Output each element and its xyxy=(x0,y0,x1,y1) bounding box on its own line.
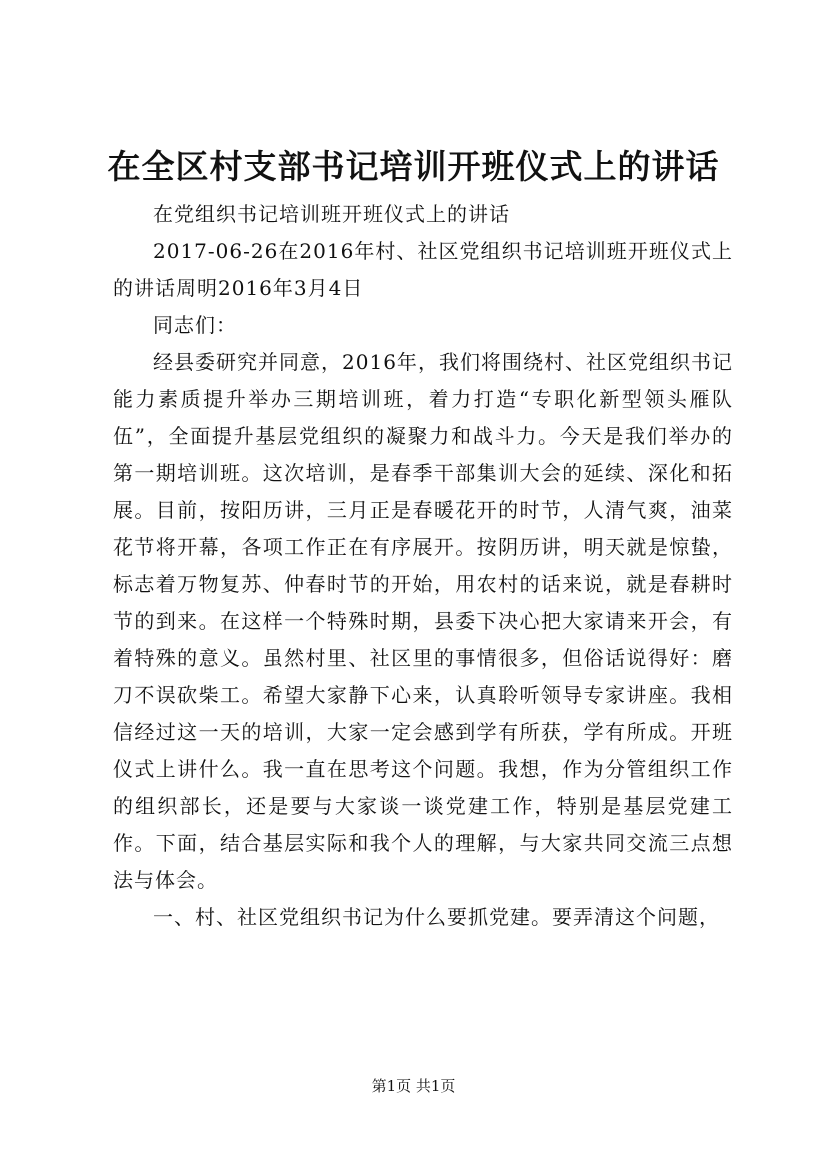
page-footer: 第1页 共1页 xyxy=(371,1077,456,1095)
document-body xyxy=(113,196,733,936)
date-paragraph: 2017-06-26在2016年村、社区党组织书记培训班开班仪式上的讲话周明2016年3月4日 xyxy=(113,239,733,300)
salutation-paragraph: 同志们： xyxy=(153,313,237,337)
body-paragraph: 经县委研究并同意，2016年，我们将围绕村、社区党组织书记能力素质提升举办三期培训班，着力打造“专职化新型领头雁队伍”，全面提升基层党组织的凝聚力和战斗力。今天是我们举办的第一期培训班。这次培训，是春季干部集训大会的延续、深化和拓展。目前，按阳历讲，三月正是春暖花开的时节，人清气爽，油菜花节将开幕，各项工作正在有序展开。按阴历讲，明天就是惊蛰，标志着万物复苏、仲春时节的开始，用农村的话来说，就是春耕时节的到来。在这样一个特殊时期，县委下决心把大家请来开会，有着特殊的意义。虽然村里、社区里的事情很多，但俗话说得好：磨刀不误砍柴工。希望大家静下心来，认真聆听领导专家讲座。我相信经过这一天的培训，大家一定会感到学有所获，学有所成。开班仪式上讲什么。我一直在思考这个问题。我想，作为分管组织工作的组织部长，还是要与大家谈一谈党建工作，特别是基层党建工作。下面，结合基层实际和我个人的理解，与大家共同交流三点想法与体会。 xyxy=(113,350,733,892)
subtitle-paragraph: 在党组织书记培训班开班仪式上的讲话 xyxy=(153,202,510,226)
section-heading-paragraph: 一、村、社区党组织书记为什么要抓党建。要弄清这个问题， xyxy=(153,905,720,929)
document-title: 在全区村支部书记培训开班仪式上的讲话 xyxy=(107,147,720,186)
